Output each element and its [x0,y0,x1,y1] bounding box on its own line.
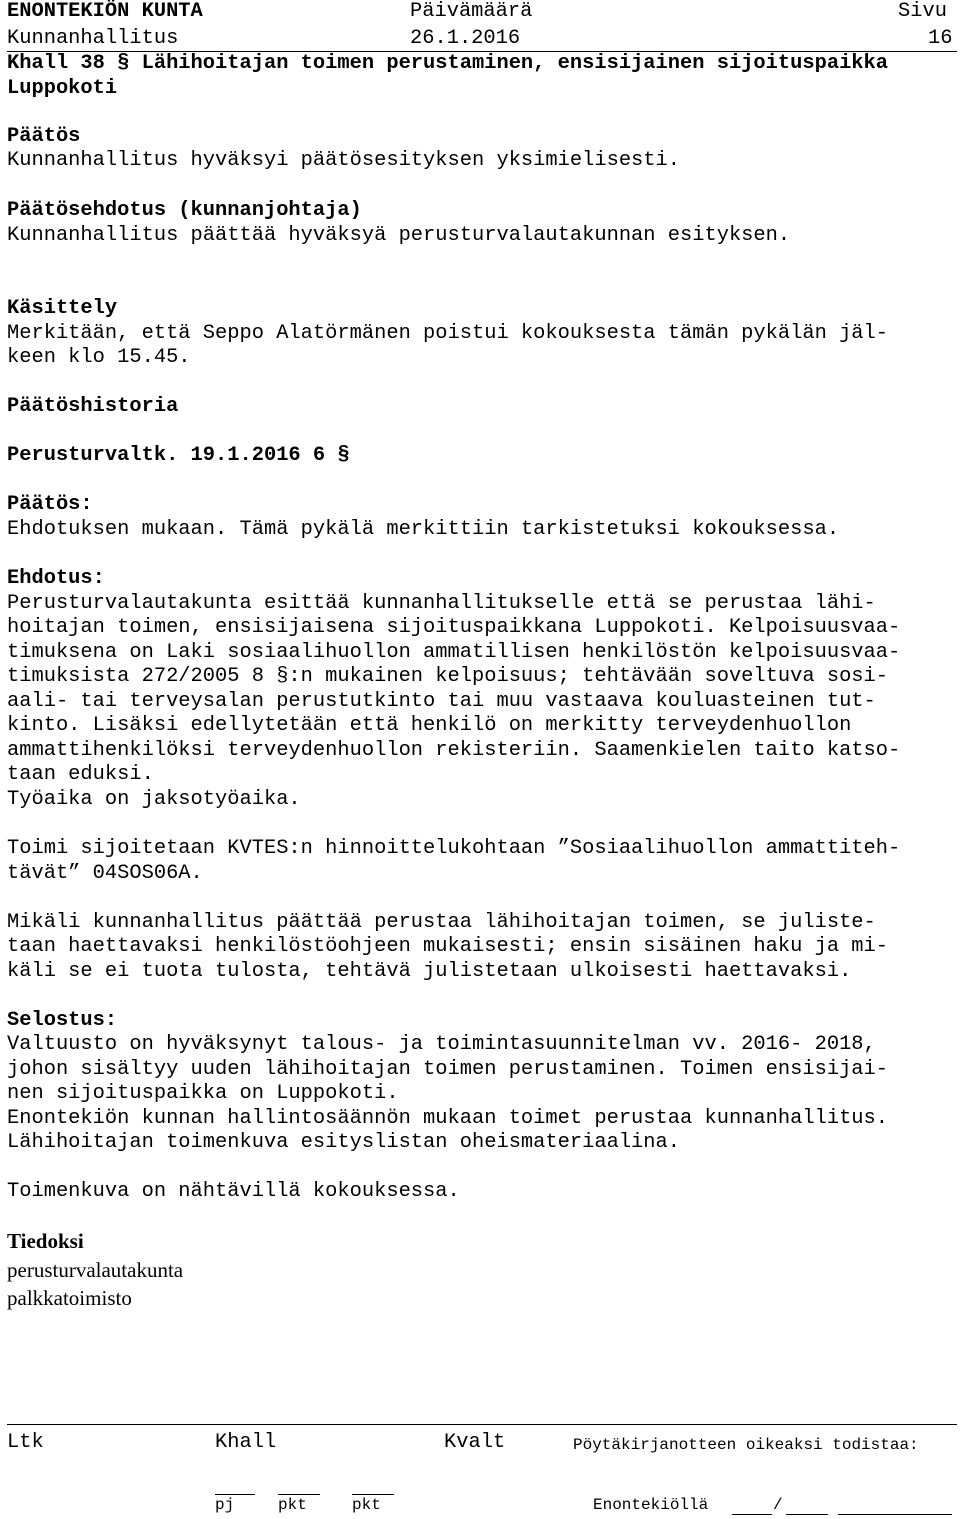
history-decision-label: Päätös: [7,493,93,516]
proposal-line: Työaika on jaksotyöaika. [7,788,301,811]
posting-line: käli se ei tuota tulosta, tehtävä julistetaan ulkoisesti haettavaksi. [7,960,852,983]
decision-heading: Päätös [7,125,81,148]
notify-item: perusturvalautakunta [7,1258,184,1282]
explanation-line: johon sisältyy uuden lähihoitajan toimen perustaminen. Toimen ensisijai- [7,1058,889,1081]
handling-heading: Käsittely [7,297,118,320]
footer-ltk: Ltk [7,1431,44,1454]
section-title-cont: Luppokoti [7,77,118,100]
page-label: Sivu [898,0,947,23]
proposal-line: timuksista 272/2005 8 §:n mukainen kelpoisuus; tehtävään soveltuva sosi- [7,665,889,688]
footer-slash: / [773,1496,783,1514]
signature-field-line [838,1500,952,1515]
proposal-line: timuksena on Laki sosiaalihuollon ammatillisen henkilöstön kelpoisuusvaa- [7,641,901,664]
footer-place: Enontekiöllä [593,1496,709,1514]
proposal-text: Kunnanhallitus päättää hyväksyä perusturvalautakunnan esityksen. [7,224,791,247]
org-name: ENONTEKIÖN KUNTA [7,0,203,23]
date-label: Päivämäärä [410,0,533,23]
proposal-line: hoitajan toimen, ensisijaisena sijoituspaikkana Luppokoti. Kelpoisuusvaa- [7,616,901,639]
section-title: Khall 38 § Lähihoitajan toimen perustaminen, ensisijainen sijoituspaikka [7,52,889,75]
day-field-line [732,1500,772,1515]
proposal-line: kinto. Lisäksi edellytetään että henkilö on merkitty terveydenhuollon [7,714,852,737]
posting-line: Mikäli kunnanhallitus päättää perustaa lähihoitajan toimen, se juliste- [7,911,876,934]
proposal-line: Perusturvalautakunta esittää kunnanhallitukselle että se perustaa lähi- [7,592,876,615]
handling-text-cont: keen klo 15.45. [7,346,191,369]
notify-item: palkkatoimisto [7,1286,132,1310]
proposal-line: aali- tai terveysalan perustutkinto tai muu vastaava kouluasteinen tut- [7,690,876,713]
decision-text: Kunnanhallitus hyväksyi päätösesityksen yksimielisesti. [7,149,681,172]
proposal-line: taan eduksi. [7,763,154,786]
explanation-line: Valtuusto on hyväksynyt talous- ja toimintasuunnitelman vv. 2016- 2018, [7,1033,876,1056]
footer-certify: Pöytäkirjanotteen oikeaksi todistaa: [573,1436,919,1454]
footer-pkt-2: pkt [352,1496,381,1514]
explanation-line: Lähihoitajan toimenkuva esityslistan oheismateriaalina. [7,1131,681,1154]
salary-line: Toimi sijoitetaan KVTES:n hinnoittelukohtaan ”Sosiaalihuollon ammattiteh- [7,837,901,860]
page-number: 16 [928,27,953,50]
footer-khall: Khall [215,1431,277,1454]
footer-kvalt: Kvalt [444,1431,506,1454]
footer-pkt-1: pkt [278,1496,307,1514]
proposal-heading: Päätösehdotus (kunnanjohtaja) [7,199,362,222]
proposal-line: ammattihenkilöksi terveydenhuollon rekisteriin. Saamenkielen taito katso- [7,739,901,762]
footer-pj: pj [215,1496,235,1514]
meeting-date: 26.1.2016 [410,27,521,50]
job-description-note: Toimenkuva on nähtävillä kokouksessa. [7,1180,460,1203]
posting-line: taan haettavaksi henkilöstöohjeen mukaisesti; ensin sisäinen haku ja mi- [7,935,889,958]
history-decision-text: Ehdotuksen mukaan. Tämä pykälä merkittiin tarkistetuksi kokouksessa. [7,518,840,541]
handling-text: Merkitään, että Seppo Alatörmänen poistui kokouksesta tämän pykälän jäl- [7,322,889,345]
history-reference: Perusturvaltk. 19.1.2016 6 § [7,444,350,467]
explanation-line: Enontekiön kunnan hallintosäännön mukaan toimet perustaa kunnanhallitus. [7,1107,889,1130]
month-field-line [786,1500,828,1515]
explanation-line: nen sijoituspaikka on Luppokoti. [7,1082,399,1105]
footer-rule [7,1424,957,1425]
notify-heading: Tiedoksi [7,1229,84,1253]
explanation-label: Selostus: [7,1009,118,1032]
history-proposal-label: Ehdotus: [7,567,105,590]
salary-line: tävät” 04SOS06A. [7,862,203,885]
history-heading: Päätöshistoria [7,395,179,418]
body-name: Kunnanhallitus [7,27,179,50]
